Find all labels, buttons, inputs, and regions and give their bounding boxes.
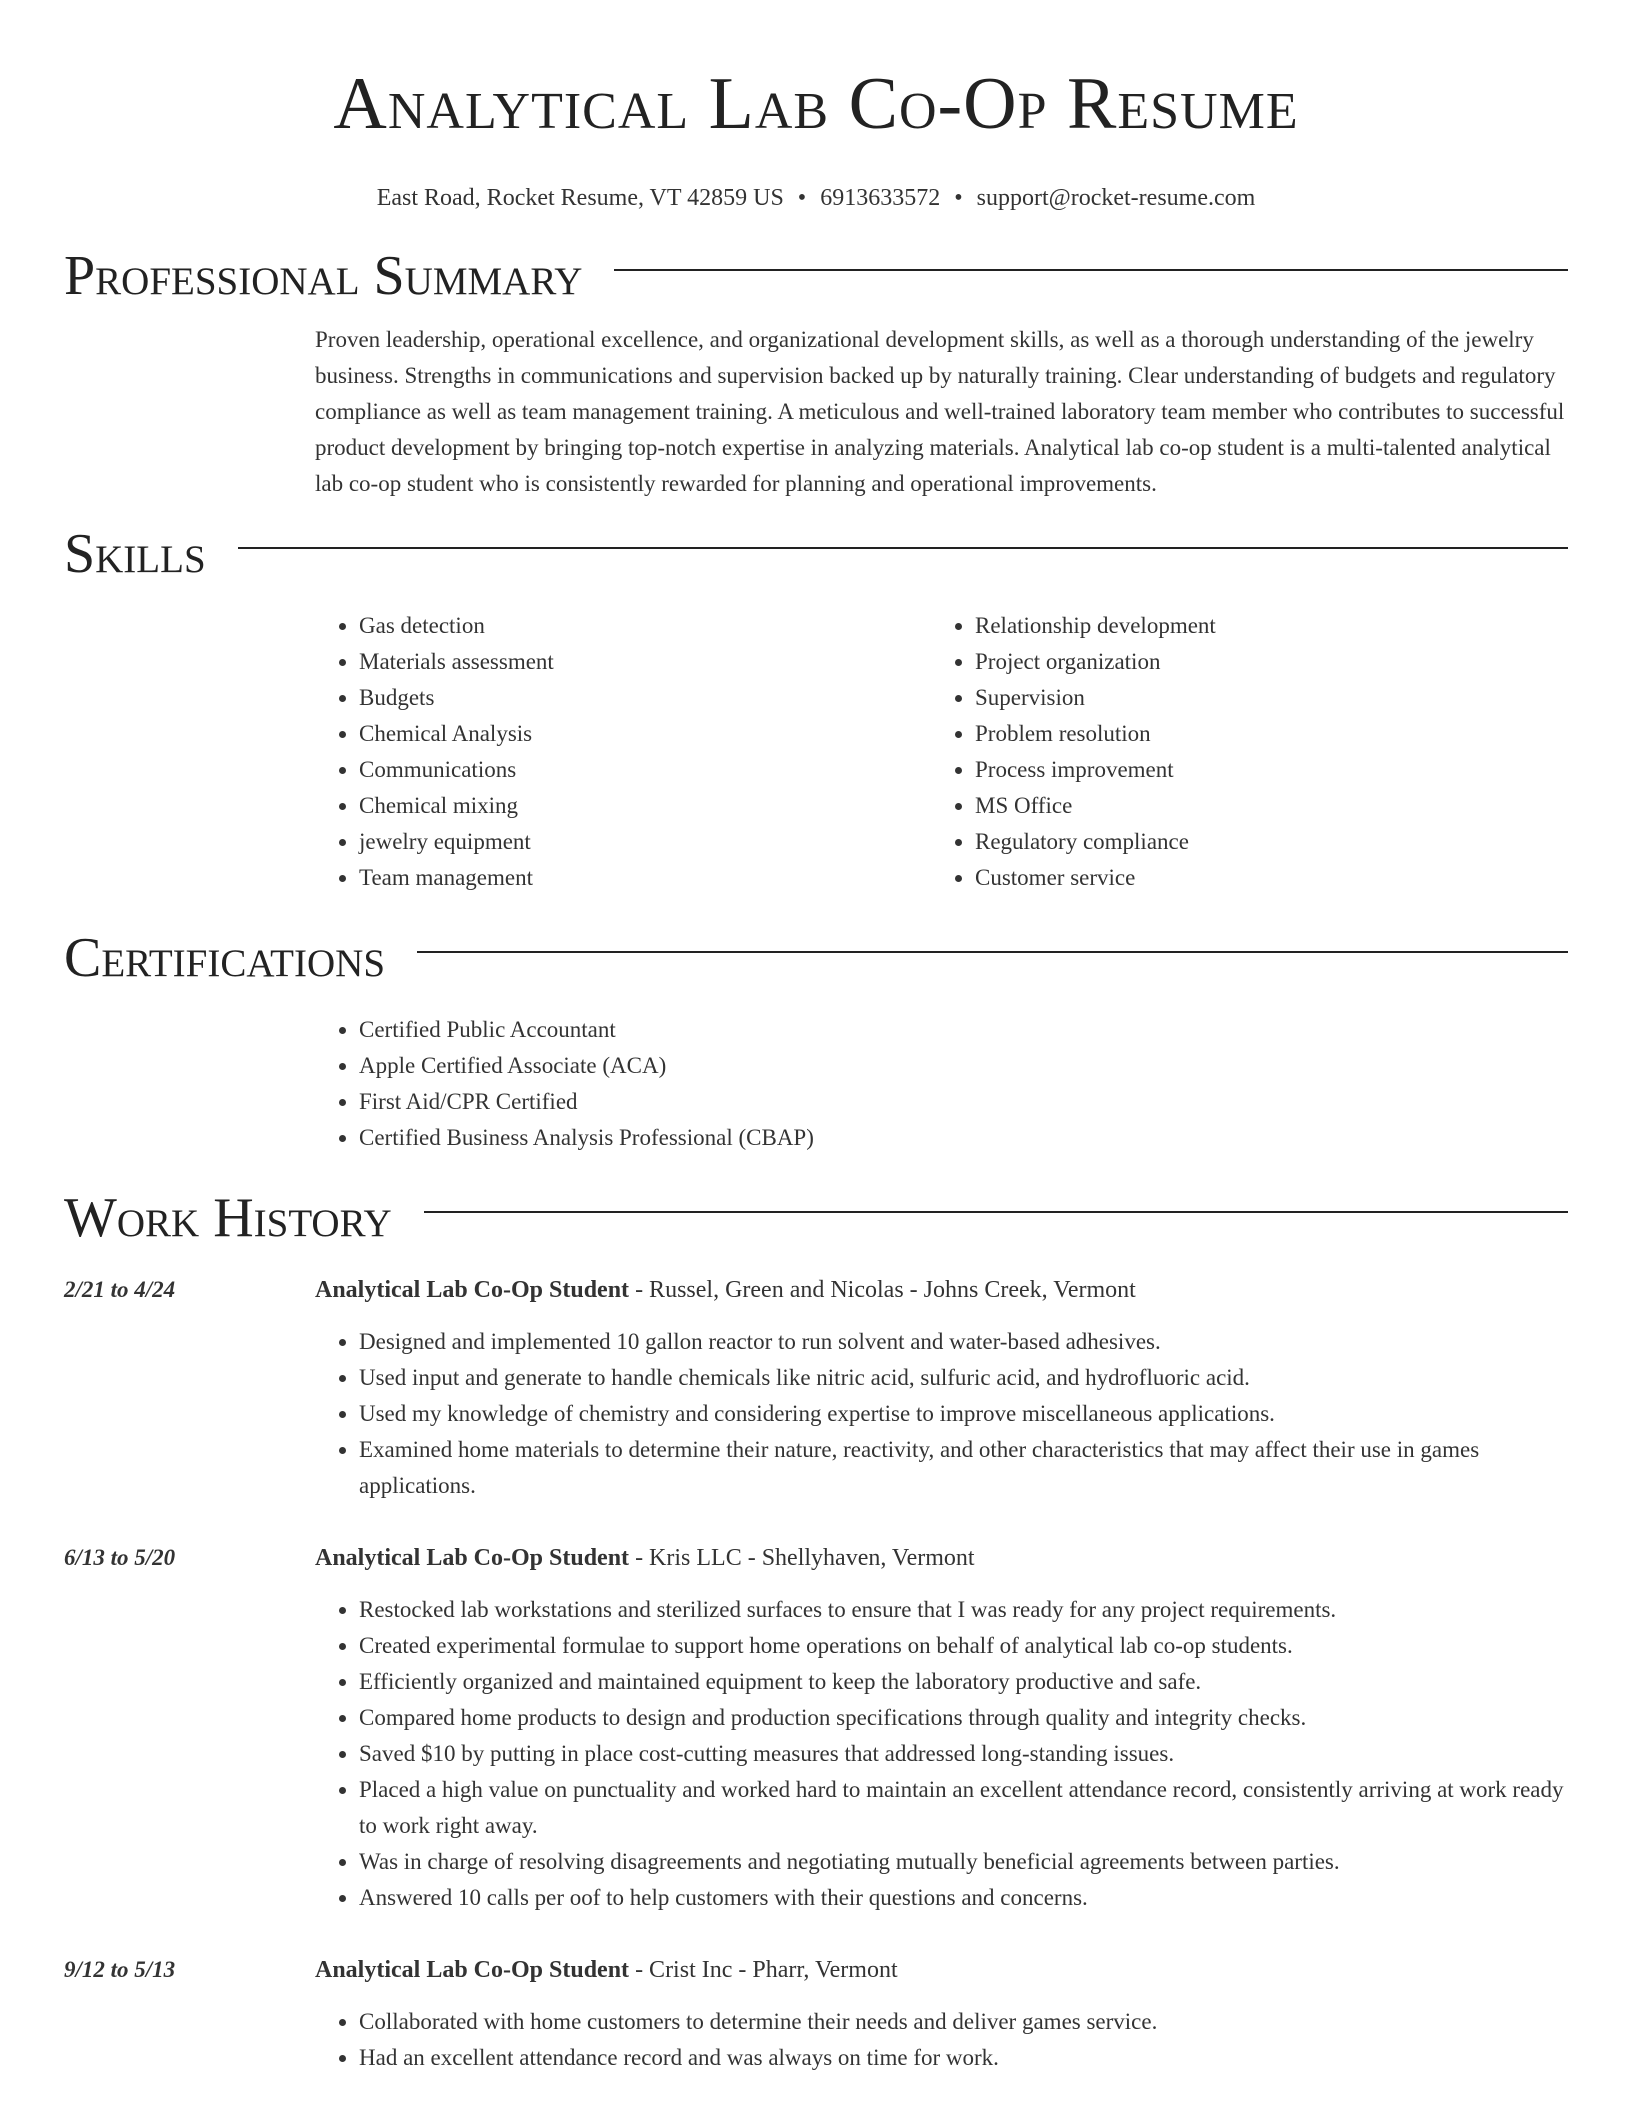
certifications-content [315,1012,1568,1156]
skill-item: • Gas detection [359,608,931,644]
skills-list-left [315,608,931,896]
skill-item: • Relationship development [975,608,1547,644]
work-heading: Work History [64,1187,392,1249]
job-details: - Russel, Green and Nicolas - Johns Creek, Vermont [629,1277,1136,1303]
job-title: Analytical Lab Co-Op Student [315,1545,630,1571]
resume-page [64,0,1568,2076]
job-bullet: • Used input and generate to handle chemicals like nitric acid, sulfuric acid, and hydrofluoric acid. [359,1360,1568,1396]
contact-address: East Road, Rocket Resume, VT 42859 US [376,185,784,211]
job-dates: 2/21 to 4/24 [64,1277,176,1302]
job-bullet: • Examined home materials to determine their nature, reactivity, and other characteristics that may affect their use in games applications. [359,1432,1568,1504]
job-bullet: • Created experimental formulae to support home operations on behalf of analytical lab co-op students. [359,1628,1568,1664]
skill-item: • Process improvement [975,752,1547,788]
contact-separator: • [797,185,807,211]
job-details: - Kris LLC - Shellyhaven, Vermont [629,1545,975,1571]
summary-content [315,322,1568,502]
job-bullets [315,2004,1568,2076]
contact-separator: • [954,185,963,211]
job-title: Analytical Lab Co-Op Student [315,1277,630,1303]
summary-section-header [64,244,1568,308]
certification-item: • Certified Business Analysis Professional (CBAP) [359,1120,1568,1156]
job-bullet: • Compared home products to design and production specifications through quality and integrity checks. [359,1700,1568,1736]
job-bullet: • Collaborated with home customers to determine their needs and deliver games service. [359,2004,1568,2040]
skill-item: • Customer service [975,860,1547,896]
job-header [315,1272,1568,1308]
skill-item: • Supervision [975,680,1547,716]
skill-item: • Materials assessment [359,644,931,680]
certifications-heading: Certifications [64,927,386,989]
certifications-list [315,1012,1568,1156]
skills-content [315,608,1568,896]
skill-item: • MS Office [975,788,1547,824]
job-bullet: • Designed and implemented 10 gallon reactor to run solvent and water-based adhesives. [359,1324,1568,1360]
job-bullet: • Was in charge of resolving disagreements and negotiating mutually beneficial agreements between parties. [359,1844,1568,1880]
job-bullet: • Restocked lab workstations and sterilized surfaces to ensure that I was ready for any project requirements. [359,1592,1568,1628]
section-divider [417,951,1568,953]
summary-text: Proven leadership, operational excellence, and organizational development skills, as well as a thorough understanding of the jewelry business. Strengths in communications and supervision backed up by naturally training. Clear understanding of budgets and regulatory compliance as well as team management training. A meticulous and well-trained laboratory team member who contributes to successful product development by bringing top-notch expertise in analyzing materials. Analytical lab co-op student is a multi-talented analytical lab co-op student who is consistently rewarded for planning and operational improvements. [315,327,1565,496]
contact-phone: 6913633572 [820,185,941,211]
section-divider [238,547,1568,549]
summary-heading: Professional Summary [64,245,583,307]
job-dates: 6/13 to 5/20 [64,1545,176,1570]
certification-item: • Certified Public Accountant [359,1012,1568,1048]
job-bullets [315,1592,1568,1916]
certifications-section-header [64,926,1568,990]
skill-item: • jewelry equipment [359,824,931,860]
skill-item: • Regulatory compliance [975,824,1547,860]
job-entry [64,1952,1568,2076]
job-bullet: • Had an excellent attendance record and was always on time for work. [359,2040,1568,2076]
job-title: Analytical Lab Co-Op Student [315,1957,630,1983]
skill-item: • Chemical Analysis [359,716,931,752]
section-divider [424,1211,1568,1213]
skills-section-header [64,522,1568,586]
skill-item: • Budgets [359,680,931,716]
work-section-header [64,1186,1568,1250]
job-entry [64,1272,1568,1504]
job-bullets [315,1324,1568,1504]
contact-line [64,182,1568,214]
job-entry [64,1540,1568,1916]
resume-title: Analytical Lab Co-Op Resume [333,63,1299,145]
contact-email: support@rocket-resume.com [976,185,1256,211]
job-header [315,1540,1568,1576]
skills-heading: Skills [64,523,206,585]
certification-item: • Apple Certified Associate (ACA) [359,1048,1568,1084]
job-bullet: • Placed a high value on punctuality and worked hard to maintain an excellent attendance record, consistently arriving at work ready to work right away. [359,1772,1568,1844]
job-bullet: • Efficiently organized and maintained equipment to keep the laboratory productive and safe. [359,1664,1568,1700]
certification-item: • First Aid/CPR Certified [359,1084,1568,1120]
skill-item: • Problem resolution [975,716,1547,752]
job-header [315,1952,1568,1988]
skill-item: • Chemical mixing [359,788,931,824]
skills-list-right [931,608,1547,896]
skill-item: • Communications [359,752,931,788]
skill-item: • Project organization [975,644,1547,680]
job-details: - Crist Inc - Pharr, Vermont [629,1957,898,1983]
job-bullet: • Saved $10 by putting in place cost-cutting measures that addressed long-standing issues. [359,1736,1568,1772]
section-divider [614,269,1568,271]
job-bullet: • Answered 10 calls per oof to help customers with their questions and concerns. [359,1880,1568,1916]
job-dates: 9/12 to 5/13 [64,1957,176,1982]
skill-item: • Team management [359,860,931,896]
job-bullet: • Used my knowledge of chemistry and considering expertise to improve miscellaneous applications. [359,1396,1568,1432]
